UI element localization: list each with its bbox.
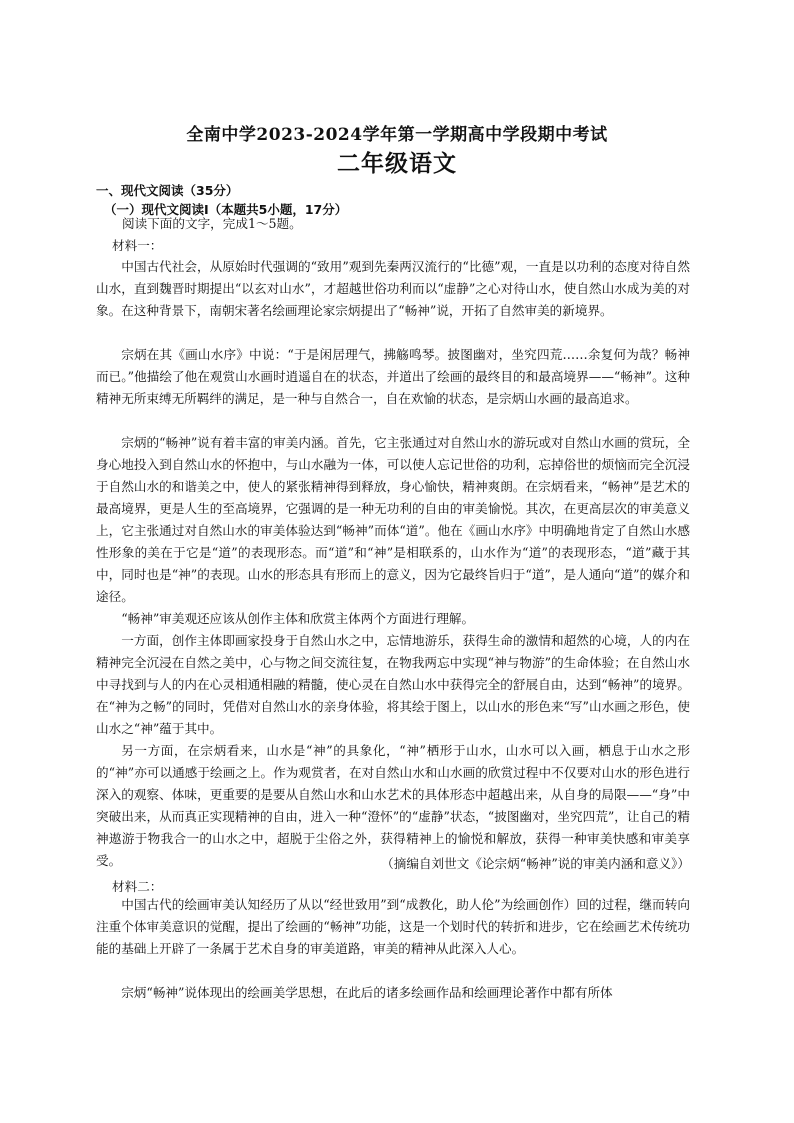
material-one-paragraph-3: 宗炳的“畅神”说有着丰富的审美内涵。首先，它主张通过对自然山水的游玩或对自然山水画的赏玩，全身心地投入到自然山水的怀抱中，与山水融为一体，可以使人忘记世俗的功利，忘掉俗世的烦恼而完全沉浸于自然山水的和谐美之中，使人的紧张精神得到释放，身心愉快，精神爽朗。在宗炳看来，“畅神”是艺术的最高境界，更是人生的至高境界，它强调的是一种无功利的自由的审美愉悦。其次，在更高层次的审美意义上，它主张通过对自然山水的审美体验达到“畅神”而体“道”。他在《画山水序》中明确地肯定了自然山水感性形象的美在于它是“道”的表现形态。而“道”和“神”是相联系的，山水作为“道”的表现形态，“道”藏于其中，同时也是“神”的表现。山水的形态具有形而上的意义，因为它最终旨归于“道”，是人通向“道”的媒介和途径。 xyxy=(96,435,690,604)
material-two-paragraph-1: 中国古代的绘画审美认知经历了从以“经世致用”到“成教化，助人伦”为绘画创作）回的过程，继而转向注重个体审美意识的觉醒，提出了绘画的“畅神”功能，这是一个划时代的转折和进步，它在绘画艺术传统功能的基础上开辟了一条属于艺术自身的审美道路，审美的精神从此深入人心。 xyxy=(96,897,690,956)
exam-title: 全南中学2023-2024学年第一学期高中学段期中考试 xyxy=(186,125,608,145)
material-one-paragraph-1: 中国古代社会，从原始时代强调的“致用”观到先秦两汉流行的“比德”观，一直是以功利的态度对待自然山水，直到魏晋时期提出“以玄对山水”，才超越世俗功利而以“虚静”之心对待山水，使自然山水成为美的对象。在这种背景下，南朝宋著名绘画理论家宗炳提出了“畅神”说，开拓了自然审美的新境界。 xyxy=(96,259,690,318)
material-two-paragraph-2: 宗炳“畅神”说体现出的绘画美学思想，在此后的诸多绘画作品和绘画理论著作中都有所体 xyxy=(121,985,613,1000)
exam-subtitle: 二年级语文 xyxy=(337,151,457,177)
material-one-paragraph-5: 一方面，创作主体即画家投身于自然山水之中，忘情地游乐，获得生命的激情和超然的心境，人的内在精神完全沉浸在自然之美中，心与物之间交流往复，在物我两忘中实现“神与物游”的生命体验；在自然山水中寻找到与人的内在心灵相通相融的精髓，使心灵在自然山水中获得完全的舒展自由，达到“畅神”的境界。在“神为之畅”的同时，凭借对自然山水的亲身体验，将其绘于图上，以山水的形色来“写”山水画之形色，使山水之“神”蕴于其中。 xyxy=(96,633,690,736)
material-one-paragraph-4: “畅神”审美观还应该从创作主体和欣赏主体两个方面进行理解。 xyxy=(121,611,475,626)
material-one-label: 材料一： xyxy=(112,238,163,253)
material-two-label: 材料二： xyxy=(112,879,163,894)
material-one-paragraph-6: 另一方面，在宗炳看来，山水是“神”的具象化，“神”栖形于山水，山水可以入画，栖息于山水之形的“神”亦可以通感于绘画之上。作为观赏者，在对自然山水和山水画的欣赏过程中不仅要对山水的形色进行深入的观察、体味，更重要的是要从自然山水和山水艺术的具体形态中超越出来，从自身的局限——“身”中突破出来，从而真正实现精神的自由，进入一种“澄怀”的“虚静”状态，“披图幽对，坐究四荒”，让自己的精神遨游于物我合一的山水之中，超脱于尘俗之外，获得精神上的愉悦和解放，获得一种审美快感和审美享受。 xyxy=(96,743,690,868)
material-one-source: （摘编自刘世文《论宗炳“畅神”说的审美内涵和意义》） xyxy=(381,856,690,871)
section-heading: 一、现代文阅读（35分） xyxy=(96,183,239,198)
subsection-heading: （一）现代文阅读Ⅰ（本题共5小题，17分） xyxy=(104,202,348,217)
material-one-paragraph-2: 宗炳在其《画山水序》中说：“于是闲居理气，拂觞鸣琴。披图幽对，坐究四荒……余复何为哉？畅神而已。”他描绘了他在观赏山水画时逍遥自在的状态，并道出了绘画的最终目的和最高境界——“畅神”。这种精神无所束缚无所羁绊的满足，是一种与自然合一，自在欢愉的状态，是宗炳山水画的最高追求。 xyxy=(96,347,690,406)
reading-instruction: 阅读下面的文字，完成1～5题。 xyxy=(122,216,302,231)
